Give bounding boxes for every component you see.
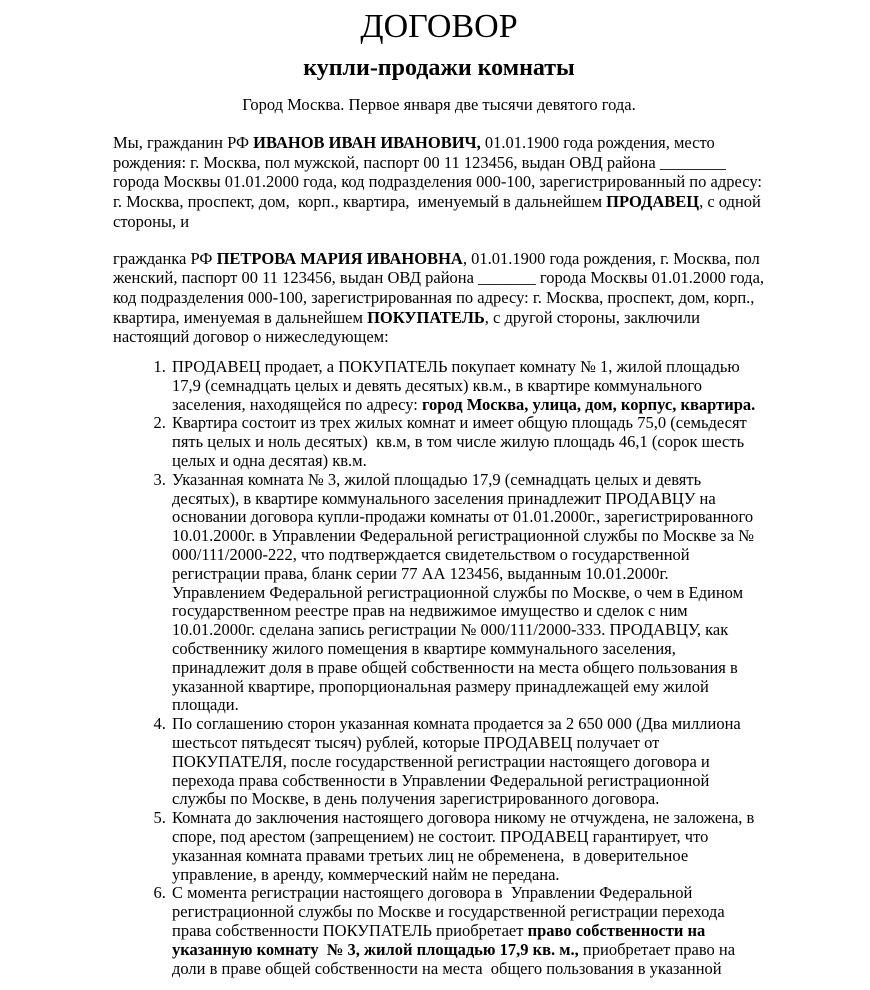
document-dateline: Город Москва. Первое января две тысячи девятого года. (242, 94, 636, 114)
contract-clause (170, 715, 765, 809)
contract-clause (170, 884, 765, 978)
document-subtitle: купли-продажи комнаты (303, 55, 575, 82)
emphasized-text-run: город Москва, улица, дом, корпус, квартира. (421, 394, 756, 414)
preamble-section (113, 132, 769, 347)
text-run: Комната до заключения настоящего договора никому не отчуждена, не заложена, в споре, под арестом (запрещением) не состоит. ПРОДАВЕЦ гарантирует, что указанная комната правами третьих лиц не обременена, в доверительное управление, в аренду, коммерческий найм не передана. (172, 808, 759, 884)
text-run: Указанная комната № 3, жилой площадью 17,9 (семнадцать целых и девять десятых), в квартире коммунального заселения принадлежит ПРОДАВЦУ на основании договора купли-продажи комнаты от 01.01.2000г., зарегистрированного 10.01.2000г. в Управлении Федеральной регистрационной службы по Москве за № 000/111/2000-222, что подтверждается свидетельством о государственной регистрации права, бланк серии 77 АА 123456, выданным 10.01.2000г. Управлением Федеральной регистрационной службы по Москве, о чем в Едином государственном реестре прав на недвижимое имущество и сделок с ним 10.01.2000г. сделана запись регистрации № 000/111/2000-333. ПРОДАВЦУ, как собственнику жилого помещения в квартире коммунального заселения, принадлежит доля в праве общей собственности на места общего пользования в указанной квартире, пропорциональная размеру принадлежащей ему жилой площади. (172, 469, 759, 715)
text-run: 01.01.1900 года рождения, место рождения: г. Москва, пол мужской, паспорт 00 11 123456, выдан ОВД района ________ города Москвы 01.01.2000 года, код подразделения 000-100, зарегистрированный по адресу: г. Москва, проспект, дом, корп., квартира, именуемый в дальнейшем (113, 132, 767, 212)
emphasized-text-run: ПРОДАВЕЦ (606, 192, 700, 212)
document-title: ДОГОВОР (360, 8, 518, 45)
text-run: По соглашению сторон указанная комната продается за 2 650 000 (Два миллиона шестьсот пятьдесят тысяч) рублей, которые ПРОДАВЕЦ получает от ПОКУПАТЕЛЯ, после государственной регистрации настоящего договора и перехода права собственности в Управлении Федеральной регистрационной службы по Москве, в день получения зарегистрированного договора. (172, 714, 745, 809)
emphasized-text-run: право собственности на указанную комнату № 3, жилой площадью 17,9 кв. м., (172, 920, 710, 959)
clause-list (113, 358, 765, 978)
text-run: С момента регистрации настоящего договора в Управлении Федеральной регистрационной службы по Москве и государственной регистрации перехода права собственности ПОКУПАТЕЛЬ приобретает (172, 883, 729, 940)
contract-clause (170, 414, 765, 470)
text-run: Квартира состоит из трех жилых комнат и имеет общую площадь 75,0 (семьдесят пять целых и ноль десятых) кв.м, в том числе жилую площадь 46,1 (сорок шесть целых и одна десятая) кв.м. (172, 413, 751, 470)
text-run: гражданка РФ (113, 248, 217, 268)
preamble-paragraph (113, 248, 769, 348)
text-run: Мы, гражданин РФ (113, 132, 254, 152)
contract-clause (170, 471, 765, 715)
emphasized-text-run: ПЕТРОВА МАРИЯ ИВАНОВНА (216, 248, 463, 268)
emphasized-text-run: ПОКУПАТЕЛЬ (367, 307, 485, 327)
text-run: приобретает право на доли в праве общей собственности на места общего пользования в указанной (172, 939, 740, 978)
emphasized-text-run: ИВАНОВ ИВАН ИВАНОВИЧ, (253, 132, 481, 152)
contract-clause (170, 358, 765, 414)
text-run: , с другой стороны, заключили настоящий договор о нижеследующем: (113, 307, 705, 347)
preamble-paragraph (113, 133, 765, 232)
text-run: , с одной стороны, и (113, 192, 766, 231)
text-run: , 01.01.1900 года рождения, г. Москва, пол женский, паспорт 00 11 123456, выдан ОВД района _______ города Москвы 01.01.2000 года, код подразделения 000-100, зарегистрированная по адресу: г. Москва, проспект, дом, корп., квартира, именуемая в дальнейшем (113, 248, 769, 327)
contract-clause (170, 809, 765, 884)
text-run: ПРОДАВЕЦ продает, а ПОКУПАТЕЛЬ покупает комнату № 1, жилой площадью 17,9 (семнадцать целых и девять десятых) кв.м., в квартире коммунального заселения, находящейся по адресу: (172, 357, 744, 414)
